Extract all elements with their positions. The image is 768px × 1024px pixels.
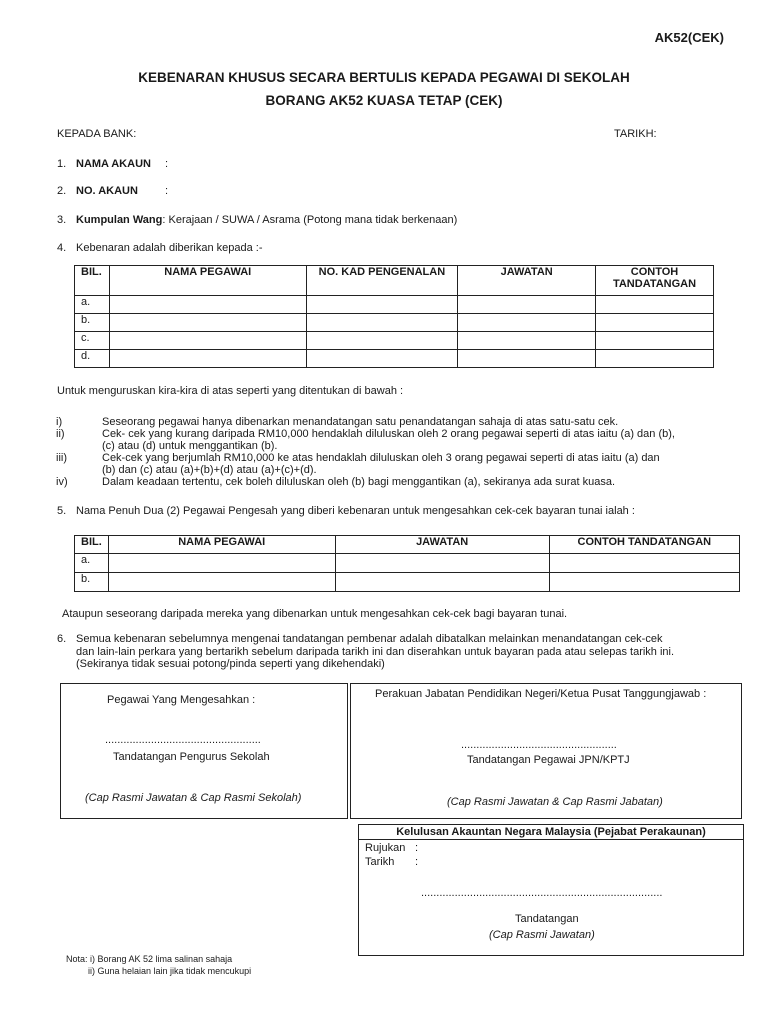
table1-header-ic: NO. KAD PENGENALAN [306,266,458,296]
table-cell[interactable] [306,350,458,368]
table-row [75,573,740,592]
jpn-endorsement-box [350,683,742,819]
verifying-officer-box [60,683,348,819]
signature-caption: Tandatangan [515,913,579,925]
signature-line: ................................................... [105,734,261,746]
tarikh-approval-label: Tarikh [365,856,395,868]
table-cell[interactable] [335,573,549,592]
table2-header-contoh: CONTOH TANDATANGAN [549,536,739,554]
signature-caption: Tandatangan Pegawai JPN/KPTJ [467,754,630,766]
table-cell[interactable] [596,332,714,350]
item-6-line: dan lain-lain perkara yang bertarikh sebelum daripada tarikh ini dan diserahkan untuk bayaran pada atau selepas tarikh ini. [76,645,675,658]
condition-text: Seseorang pegawai hanya dibenarkan menandatangan satu penandatangan sahaja di atas satu-satu cek. [102,416,619,428]
table1-header-jawatan: JAWATAN [458,266,596,296]
ataupun-text: Ataupun seseorang daripada mereka yang dibenarkan untuk mengesahkan cek-cek bagi bayaran tunai. [62,608,568,620]
signature-line: ................................................... [461,739,617,751]
conditions-intro: Untuk menguruskan kira-kira di atas seperti yang ditentukan di bawah : [57,385,404,397]
item-1-number: 1. [57,158,67,170]
condition-number: ii) [56,428,65,440]
condition-text: Cek-cek yang berjumlah RM10,000 ke atas hendaklah diluluskan oleh 3 orang pegawai seperti di atas iaitu (a) dan [102,452,660,464]
table-cell[interactable] [109,350,306,368]
tarikh-label: TARIKH: [614,128,657,140]
table-row [75,350,714,368]
no-akaun-colon: : [165,185,169,197]
form-subtitle: BORANG AK52 KUASA TETAP (CEK) [265,93,503,108]
table-cell[interactable] [458,350,596,368]
table-cell[interactable] [549,573,739,592]
table1-header-nama: NAMA PEGAWAI [109,266,306,296]
condition-text: (c) atau (d) untuk menggantikan (b). [102,440,278,452]
condition-item [56,428,716,452]
verifying-officer-title: Pegawai Yang Mengesahkan : [107,694,256,706]
item-6-text [76,633,674,671]
table-cell[interactable] [458,296,596,314]
kumpulan-wang-line [76,214,457,226]
item-6-line: Semua kebenaran sebelumnya mengenai tandatangan pembenar adalah dibatalkan melainkan menandatangan cek-cek [76,633,663,645]
tarikh-approval-colon: : [415,856,419,868]
approval-title: Kelulusan Akauntan Negara Malaysia (Pejabat Perakaunan) [359,825,743,840]
form-title: KEBENARAN KHUSUS SECARA BERTULIS KEPADA PEGAWAI DI SEKOLAH [138,70,630,85]
kepada-bank-label: KEPADA BANK: [57,128,137,140]
item-3-number: 3. [57,214,67,226]
condition-number: iii) [56,452,67,464]
table-cell[interactable] [306,332,458,350]
conditions-list [56,416,716,488]
item-2-number: 2. [57,185,67,197]
table-cell[interactable] [306,314,458,332]
signature-line: ............................................................................... [421,887,663,899]
table1-row-label: a. [75,296,110,314]
item-5-text: Nama Penuh Dua (2) Pegawai Pengesah yang diberi kebenaran untuk mengesahkan cek-cek bayaran tunai ialah : [76,505,635,517]
table-cell[interactable] [109,296,306,314]
item-4-number: 4. [57,242,67,254]
table-cell[interactable] [109,314,306,332]
table-cell[interactable] [596,350,714,368]
rujukan-label: Rujukan [365,842,406,854]
item-5-number: 5. [57,505,67,517]
authorized-officers-table [74,265,714,368]
signature-caption: Tandatangan Pengurus Sekolah [113,751,270,763]
rujukan-colon: : [415,842,419,854]
kumpulan-wang-label: Kumpulan Wang [76,214,163,226]
table-cell[interactable] [108,554,335,573]
table-cell[interactable] [458,314,596,332]
condition-item [56,476,716,488]
table-cell[interactable] [306,296,458,314]
table-row [75,332,714,350]
table2-row-label: b. [75,573,109,592]
form-code: AK52(CEK) [654,30,724,45]
table-cell[interactable] [335,554,549,573]
nama-akaun-colon: : [165,158,169,170]
table1-row-label: b. [75,314,110,332]
item-6-line: (Sekiranya tidak sesuai potong/pinda seperti yang dikehendaki) [76,658,385,670]
nama-akaun-label: NAMA AKAUN [76,158,151,170]
condition-text: (b) dan (c) atau (a)+(b)+(d) atau (a)+(c)+(d). [102,464,317,476]
footnote [66,953,251,977]
table1-header-bil: BIL. [75,266,110,296]
table1-row-label: d. [75,350,110,368]
item-4-text: Kebenaran adalah diberikan kepada :- [76,242,263,254]
table-row [75,296,714,314]
condition-text: Cek- cek yang kurang daripada RM10,000 hendaklah diluluskan oleh 2 orang pegawai seperti di atas iaitu (a) dan (b), [102,428,675,440]
kumpulan-wang-options: : Kerajaan / SUWA / Asrama (Potong mana tidak berkenaan) [162,214,458,226]
table-cell[interactable] [596,314,714,332]
jpn-endorsement-title: Perakuan Jabatan Pendidikan Negeri/Ketua Pusat Tanggungjawab : [375,688,707,700]
table-cell[interactable] [108,573,335,592]
condition-number: i) [56,416,63,428]
condition-number: iv) [56,476,68,488]
footnote-line: ii) Guna helaian lain jika tidak mencukupi [88,966,252,976]
item-6-number: 6. [57,633,67,645]
table-row [75,314,714,332]
stamp-caption: (Cap Rasmi Jawatan & Cap Rasmi Jabatan) [447,796,663,808]
table-cell[interactable] [596,296,714,314]
table-cell[interactable] [549,554,739,573]
table2-header-jawatan: JAWATAN [335,536,549,554]
cash-verifiers-table [74,535,740,592]
table1-header-contoh: CONTOH TANDATANGAN [596,266,714,296]
stamp-caption: (Cap Rasmi Jawatan & Cap Rasmi Sekolah) [85,792,302,804]
table2-header-nama: NAMA PEGAWAI [108,536,335,554]
accountant-approval-box [358,824,744,956]
table-cell[interactable] [109,332,306,350]
condition-text: Dalam keadaan tertentu, cek boleh diluluskan oleh (b) bagi menggantikan (a), sekiranya ada surat kuasa. [102,476,616,488]
table-cell[interactable] [458,332,596,350]
footnote-line: Nota: i) Borang AK 52 lima salinan sahaja [66,954,233,964]
table1-row-label: c. [75,332,110,350]
table-row [75,554,740,573]
stamp-caption: (Cap Rasmi Jawatan) [489,929,595,941]
condition-item [56,452,716,476]
no-akaun-label: NO. AKAUN [76,185,138,197]
table2-row-label: a. [75,554,109,573]
condition-item [56,416,716,428]
table2-header-bil: BIL. [75,536,109,554]
